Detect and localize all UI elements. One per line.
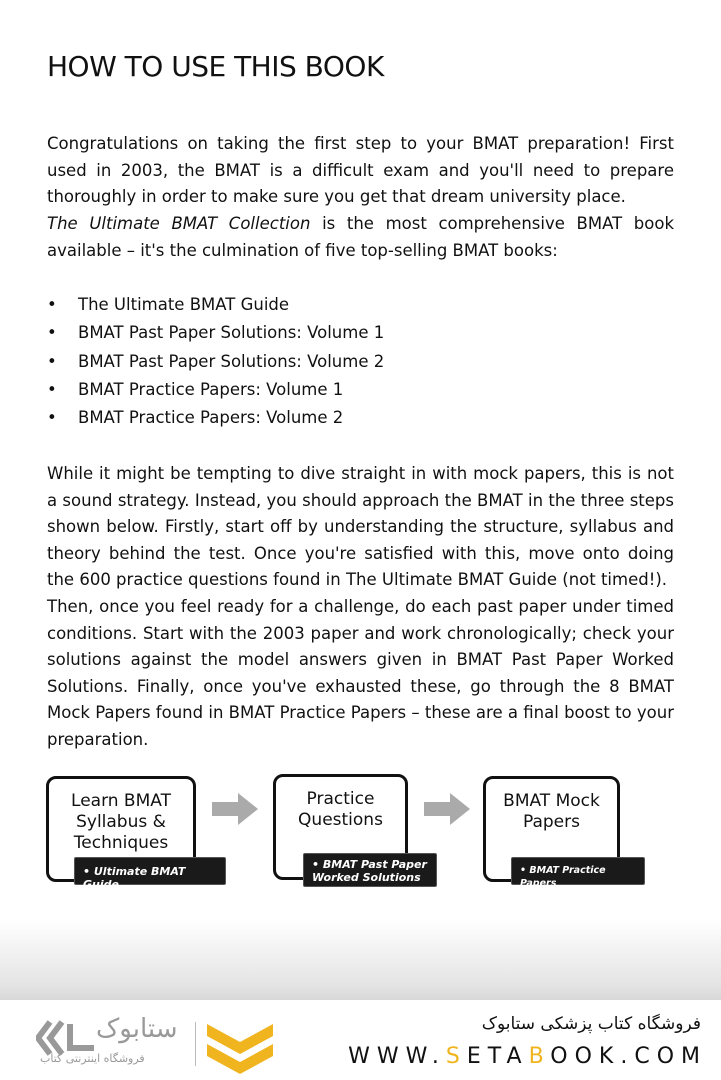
divider — [195, 1022, 196, 1066]
strategy-text-2: Then, once you feel ready for a challenge, do each past paper under timed conditions. Start with the 2003 paper and work chronologically; check your solutions against the model answers given in BMAT Past Paper Worked Solutions. Finally, once you've exhausted these, go through the 8 BMAT Mock Papers found in BMAT Practice Papers – these are a final boost to your preparation. — [47, 596, 674, 749]
list-item: • The Ultimate BMAT Guide — [47, 291, 384, 319]
step-title: Practice Questions — [298, 789, 383, 830]
book-list — [47, 291, 384, 432]
step-tag-2: • BMAT Past Paper Worked Solutions — [303, 853, 437, 887]
store-url[interactable]: WWW.SETABOOK.COM — [348, 1044, 707, 1069]
list-item: • BMAT Past Paper Solutions: Volume 2 — [47, 348, 384, 376]
collection-text: is the most comprehensive BMAT book available – it's the culmination of five top-selling BMAT books: — [47, 214, 674, 260]
step-tag-3: • BMAT Practice Papers — [511, 857, 645, 885]
setabook-logo-icon — [205, 1022, 275, 1074]
strategy-paragraph — [47, 461, 674, 754]
list-item: • BMAT Practice Papers: Volume 2 — [47, 404, 384, 432]
step-tag-1: • Ultimate BMAT Guide — [74, 857, 226, 885]
step-title: BMAT Mock Papers — [503, 791, 600, 832]
strategy-text-1: While it might be tempting to dive straight in with mock papers, this is not a sound strategy. Instead, you should approach the BMAT in the three steps shown below. Firstly, start off by understanding the structure, syllabus and theory behind the test. Once you're satisfied with this, move onto doing the 600 practice questions found in The Ultimate BMAT Guide (not timed!). — [47, 464, 674, 590]
step-title: Learn BMAT Syllabus & Techniques — [71, 791, 171, 853]
arrow-right-icon — [424, 793, 470, 825]
logo-subtitle: فروشگاه اینترنتی کتاب — [40, 1052, 145, 1065]
intro-paragraph: Congratulations on taking the first step to your BMAT preparation! First used in 2003, the BMAT is a difficult exam and you'll need to prepare thoroughly in order to make sure you get that dream university place. — [47, 134, 674, 207]
footer — [0, 1000, 721, 1080]
logo-text: ستابوک — [96, 1014, 178, 1044]
collection-title: The Ultimate BMAT Collection — [47, 214, 311, 233]
collection-paragraph — [47, 211, 674, 264]
list-item: • BMAT Practice Papers: Volume 1 — [47, 376, 384, 404]
store-name: فروشگاه کتاب پزشکی ستابوک — [481, 1014, 701, 1034]
page-title: HOW TO USE THIS BOOK — [47, 50, 384, 83]
list-item: • BMAT Past Paper Solutions: Volume 1 — [47, 319, 384, 347]
arrow-right-icon — [212, 793, 258, 825]
